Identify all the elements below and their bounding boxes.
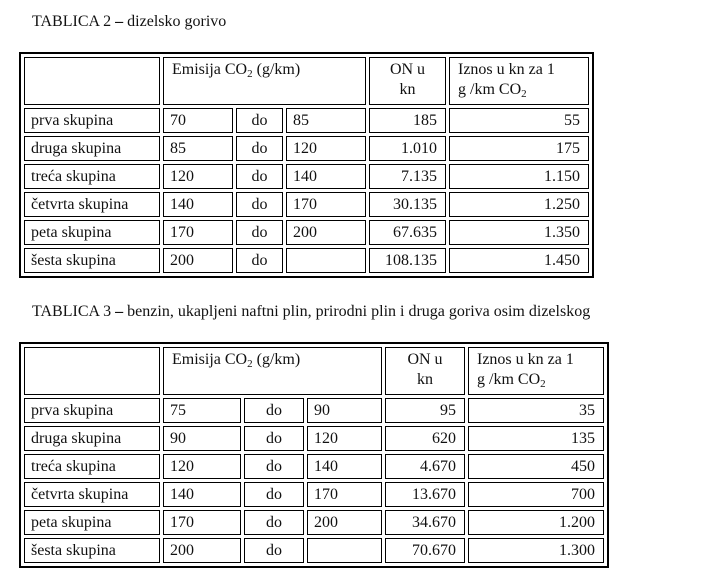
on-value-cell: 620 <box>385 426 465 451</box>
emission-from-cell: 140 <box>163 192 233 217</box>
table2-caption-dash: – <box>111 13 128 30</box>
on-value-cell: 1.010 <box>369 136 446 161</box>
do-cell: do <box>244 454 304 479</box>
emission-to-cell: 140 <box>307 454 382 479</box>
emission-to-cell: 140 <box>286 164 366 189</box>
do-cell: do <box>244 538 304 563</box>
skupina-cell: peta skupina <box>24 510 160 535</box>
do-cell: do <box>236 192 283 217</box>
table2-header-empty <box>24 57 160 105</box>
table3-header-iznos-line2: g /km CO <box>477 371 541 388</box>
table3-header-emisija-sub: 2 <box>247 358 253 370</box>
on-value-cell: 67.635 <box>369 220 446 245</box>
on-value-cell: 108.135 <box>369 248 446 273</box>
table-row <box>24 510 604 535</box>
table2-header-iznos <box>449 57 589 105</box>
emission-from-cell: 200 <box>163 538 241 563</box>
table2-header-row <box>24 57 589 105</box>
table3-header-on-line2: kn <box>417 371 433 388</box>
table-row <box>24 538 604 563</box>
do-cell: do <box>244 426 304 451</box>
emission-from-cell: 120 <box>163 164 233 189</box>
table3-header-iznos-line1: Iznos u kn za 1 <box>477 351 574 368</box>
table2-caption-label: TABLICA 2 <box>32 13 112 30</box>
table2-emissions-table <box>19 52 594 278</box>
do-cell: do <box>244 398 304 423</box>
emission-to-cell <box>307 538 382 563</box>
skupina-cell: treća skupina <box>24 164 160 189</box>
iznos-value-cell: 700 <box>468 482 604 507</box>
on-value-cell: 7.135 <box>369 164 446 189</box>
skupina-cell: treća skupina <box>24 454 160 479</box>
skupina-cell: peta skupina <box>24 220 160 245</box>
iznos-value-cell: 1.150 <box>449 164 589 189</box>
iznos-value-cell: 175 <box>449 136 589 161</box>
iznos-value-cell: 450 <box>468 454 604 479</box>
emission-from-cell: 85 <box>163 136 233 161</box>
emission-to-cell: 200 <box>286 220 366 245</box>
table3-caption <box>32 302 590 322</box>
skupina-cell: prva skupina <box>24 398 160 423</box>
on-value-cell: 4.670 <box>385 454 465 479</box>
table3-header-empty <box>24 347 160 395</box>
skupina-cell: druga skupina <box>24 426 160 451</box>
table2-caption <box>32 12 226 32</box>
on-value-cell: 95 <box>385 398 465 423</box>
skupina-cell: druga skupina <box>24 136 160 161</box>
table-row <box>24 164 589 189</box>
skupina-cell: prva skupina <box>24 108 160 133</box>
iznos-value-cell: 1.450 <box>449 248 589 273</box>
table2-header-emisija <box>163 57 366 105</box>
table2-header-iznos-line1: Iznos u kn za 1 <box>458 61 555 78</box>
table2-header-iznos-sub: 2 <box>521 88 527 100</box>
table3-caption-dash: – <box>111 303 128 320</box>
table3-header-iznos-sub: 2 <box>540 378 546 390</box>
emission-to-cell: 170 <box>286 192 366 217</box>
do-cell: do <box>244 510 304 535</box>
do-cell: do <box>236 164 283 189</box>
on-value-cell: 13.670 <box>385 482 465 507</box>
table3-header-on-line1: ON u <box>407 351 443 368</box>
emission-from-cell: 70 <box>163 108 233 133</box>
table3-emissions-table <box>19 342 609 568</box>
table-row <box>24 398 604 423</box>
emission-from-cell: 200 <box>163 248 233 273</box>
table2-header-on-line2: kn <box>399 81 416 98</box>
emission-to-cell: 120 <box>307 426 382 451</box>
do-cell: do <box>244 482 304 507</box>
iznos-value-cell: 135 <box>468 426 604 451</box>
emission-to-cell: 85 <box>286 108 366 133</box>
emission-from-cell: 90 <box>163 426 241 451</box>
table2-caption-desc: dizelsko gorivo <box>127 13 227 30</box>
table3-header-emisija-text: Emisija CO <box>172 351 248 368</box>
on-value-cell: 30.135 <box>369 192 446 217</box>
table-row <box>24 248 589 273</box>
emission-from-cell: 140 <box>163 482 241 507</box>
on-value-cell: 185 <box>369 108 446 133</box>
emission-from-cell: 170 <box>163 220 233 245</box>
table-row <box>24 108 589 133</box>
do-cell: do <box>236 220 283 245</box>
emission-to-cell: 120 <box>286 136 366 161</box>
emission-to-cell: 90 <box>307 398 382 423</box>
table-row <box>24 454 604 479</box>
table2-header-on <box>369 57 446 105</box>
table3-header-emisija-unit: (g/km) <box>252 351 301 368</box>
emission-to-cell: 200 <box>307 510 382 535</box>
iznos-value-cell: 1.350 <box>449 220 589 245</box>
iznos-value-cell: 35 <box>468 398 604 423</box>
skupina-cell: četvrta skupina <box>24 192 160 217</box>
skupina-cell: šesta skupina <box>24 248 160 273</box>
skupina-cell: šesta skupina <box>24 538 160 563</box>
table2-header-emisija-sub: 2 <box>247 68 253 80</box>
table3-caption-label: TABLICA 3 <box>32 303 112 320</box>
table2-header-iznos-line2: g /km CO <box>458 81 522 98</box>
do-cell: do <box>236 136 283 161</box>
table-row <box>24 136 589 161</box>
do-cell: do <box>236 108 283 133</box>
iznos-value-cell: 1.200 <box>468 510 604 535</box>
on-value-cell: 34.670 <box>385 510 465 535</box>
table-row <box>24 192 589 217</box>
table3-header-on <box>385 347 465 395</box>
table2-header-on-line1: ON u <box>389 61 426 78</box>
skupina-cell: četvrta skupina <box>24 482 160 507</box>
table-row <box>24 482 604 507</box>
iznos-value-cell: 1.250 <box>449 192 589 217</box>
iznos-value-cell: 1.300 <box>468 538 604 563</box>
on-value-cell: 70.670 <box>385 538 465 563</box>
emission-from-cell: 170 <box>163 510 241 535</box>
table-row <box>24 426 604 451</box>
table3-caption-desc: benzin, ukapljeni naftni plin, prirodni plin i druga goriva osim dizelskog <box>127 303 591 320</box>
table3-header-row <box>24 347 604 395</box>
table2-header-emisija-unit: (g/km) <box>252 61 301 78</box>
do-cell: do <box>236 248 283 273</box>
table3-header-emisija <box>163 347 382 395</box>
emission-to-cell <box>286 248 366 273</box>
emission-from-cell: 75 <box>163 398 241 423</box>
table3-header-iznos <box>468 347 604 395</box>
iznos-value-cell: 55 <box>449 108 589 133</box>
emission-to-cell: 170 <box>307 482 382 507</box>
emission-from-cell: 120 <box>163 454 241 479</box>
table-row <box>24 220 589 245</box>
table2-header-emisija-text: Emisija CO <box>172 61 248 78</box>
